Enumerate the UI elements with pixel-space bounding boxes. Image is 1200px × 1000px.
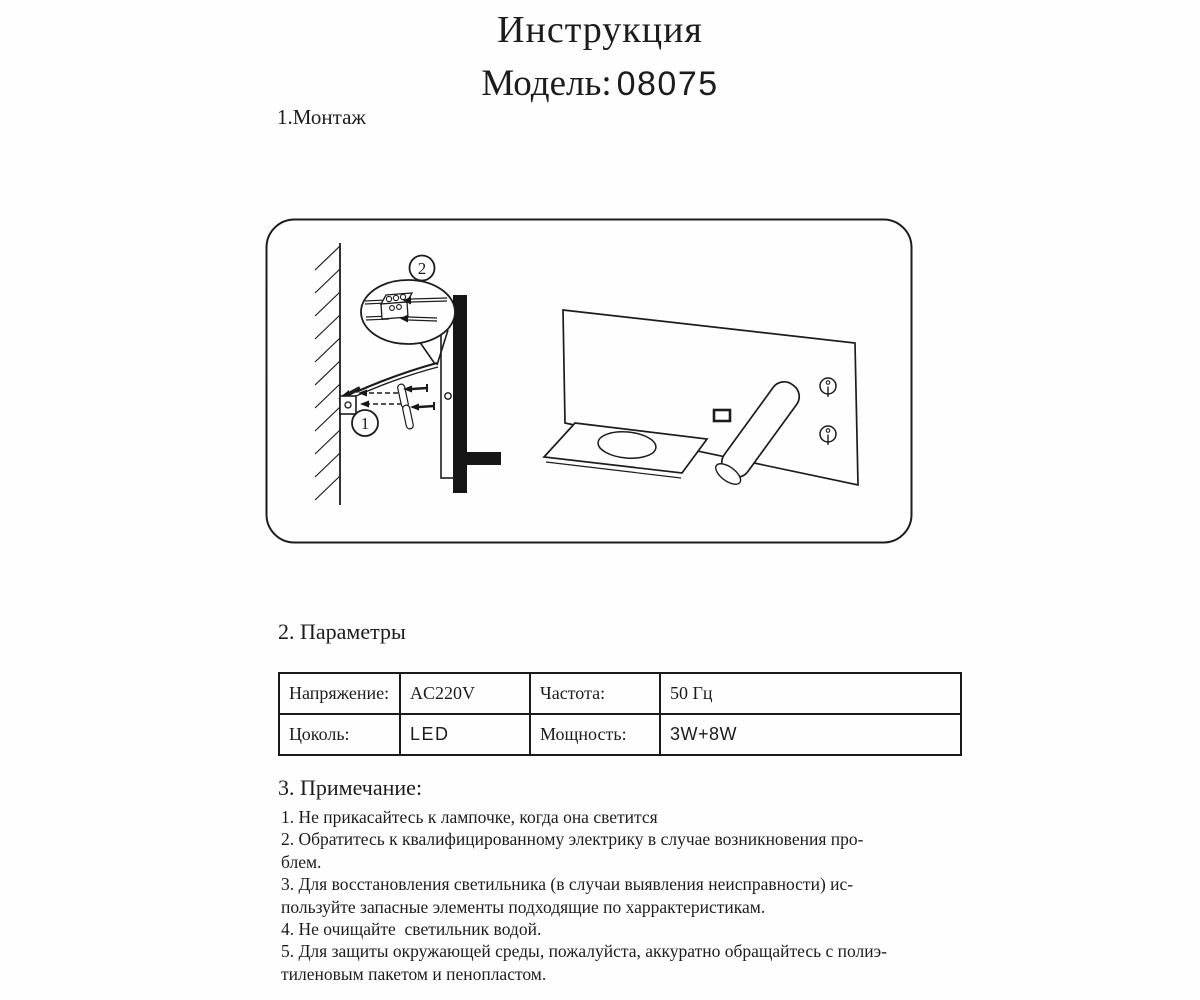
mounting-arrows bbox=[358, 390, 402, 408]
note-line: 1. Не прикасайтесь к лампочке, когда она светится bbox=[281, 807, 658, 827]
terminal-callout bbox=[361, 280, 455, 365]
param-value-frequency: 50 Гц bbox=[660, 673, 961, 714]
param-label-frequency: Частота: bbox=[530, 673, 660, 714]
param-label-power: Мощность: bbox=[530, 714, 660, 755]
param-label-voltage: Напряжение: bbox=[279, 673, 400, 714]
note-line: 3. Для восстановления светильника (в случаи выявления неисправности) ис- bbox=[281, 874, 854, 895]
note-line: блем. bbox=[281, 851, 322, 872]
table-row bbox=[279, 673, 961, 714]
power-wires bbox=[356, 363, 438, 396]
section-heading-notes: 3. Примечание: bbox=[278, 775, 423, 800]
page-title: Инструкция bbox=[497, 9, 703, 51]
lamp-front-view bbox=[544, 310, 858, 488]
param-label-socket: Цоколь: bbox=[279, 714, 400, 755]
section-heading-montage: 1.Монтаж bbox=[277, 105, 366, 129]
model-number: 08075 bbox=[616, 65, 719, 103]
parameters-table bbox=[278, 672, 962, 756]
note-line: пользуйте запасные элементы подходящие по харрактеристикам. bbox=[281, 896, 766, 917]
param-value-socket: LED bbox=[400, 714, 530, 755]
note-line: 5. Для защиты окружающей среды, пожалуйста, аккуратно обращайтесь с полиэ- bbox=[281, 941, 887, 962]
model-line bbox=[0, 62, 1200, 105]
note-line: тиленовым пакетом и пенопластом. bbox=[281, 963, 547, 984]
param-value-power: 3W+8W bbox=[660, 714, 961, 755]
step-2-label: 2 bbox=[417, 259, 427, 278]
param-value-voltage: AC220V bbox=[400, 673, 530, 714]
callout-step-1 bbox=[352, 410, 378, 436]
note-line: 4. Не очищайте светильник водой. bbox=[281, 919, 542, 940]
wall-bracket bbox=[338, 388, 360, 414]
mounting-diagram bbox=[265, 218, 913, 544]
usb-port bbox=[714, 410, 730, 421]
callout-step-2 bbox=[410, 256, 435, 281]
table-row bbox=[279, 714, 961, 755]
step-1-label: 1 bbox=[360, 414, 370, 433]
model-label: Модель: bbox=[481, 63, 612, 104]
wall-hatching bbox=[315, 243, 340, 505]
section-heading-parameters: 2. Параметры bbox=[278, 619, 406, 644]
note-line: 2. Обратитесь к квалифицированному электрику в случае возникновения про- bbox=[281, 829, 864, 850]
notes-list bbox=[281, 806, 941, 985]
